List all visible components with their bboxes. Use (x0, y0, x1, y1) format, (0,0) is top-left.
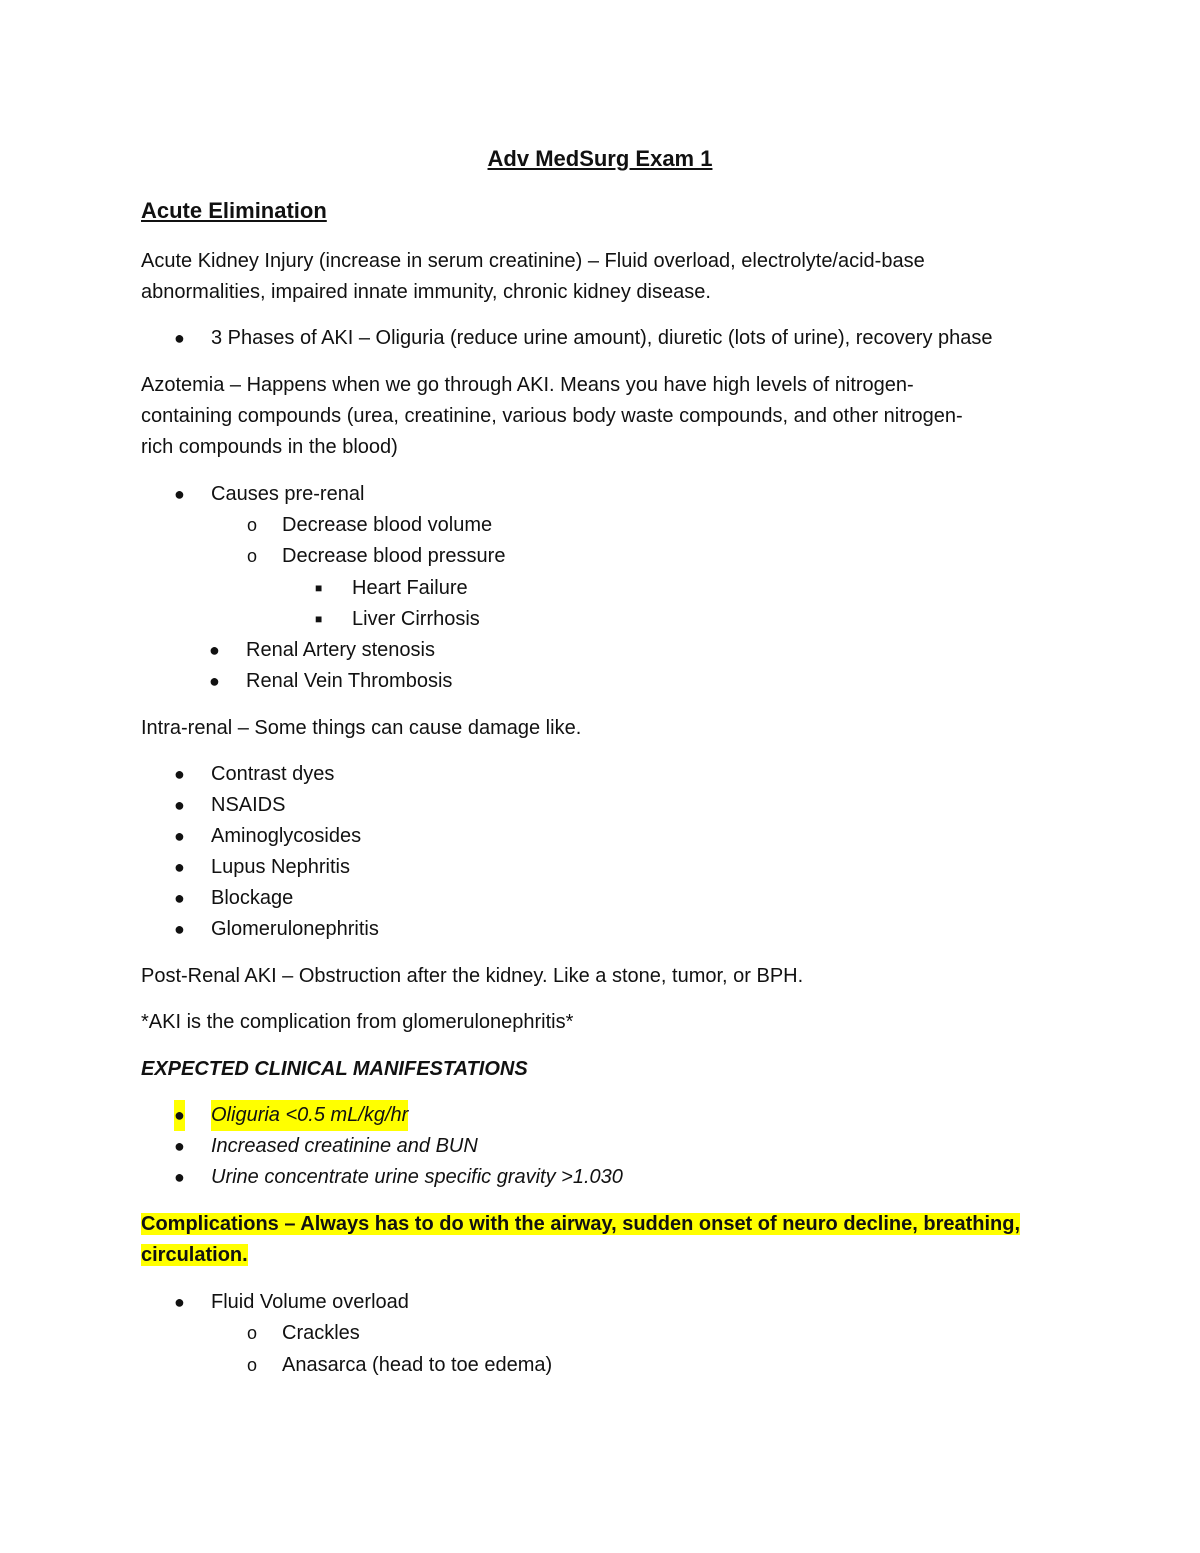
complications-label: Fluid Volume overload (211, 1291, 409, 1313)
bullet-icon: ● (174, 484, 185, 504)
list-item: Oliguria <0.5 mL/kg/hr (211, 1100, 408, 1131)
bullet-icon: ● (174, 1167, 185, 1187)
list-item: Renal Vein Thrombosis (246, 670, 453, 692)
bullet-icon: ● (174, 919, 185, 939)
list-item: Aminoglycosides (211, 825, 362, 847)
bullet-icon: ● (174, 888, 185, 908)
circle-bullet-icon: o (247, 1355, 258, 1375)
square-bullet-icon: ■ (315, 612, 323, 626)
prerenal-label: Causes pre-renal (211, 483, 365, 505)
aki-intro-line-1: Acute Kidney Injury (increase in serum creatinine) – Fluid overload, electrolyte/acid-base (141, 250, 925, 272)
square-bullet-icon: ■ (315, 581, 323, 595)
intrarenal-intro: Intra-renal – Some things can cause damage like. (141, 717, 582, 739)
azotemia-line-2: containing compounds (urea, creatinine, various body waste compounds, and other nitrogen- (141, 405, 963, 427)
postrenal-text: Post-Renal AKI – Obstruction after the kidney. Like a stone, tumor, or BPH. (141, 965, 804, 987)
list-item: Decrease blood pressure (282, 545, 506, 567)
complications-heading-line-2 (141, 1240, 248, 1271)
bullet-icon: ● (209, 671, 220, 691)
aki-intro-line-2: abnormalities, impaired innate immunity, chronic kidney disease. (141, 281, 711, 303)
document-title: Adv MedSurg Exam 1 (487, 146, 713, 171)
list-item: Blockage (211, 887, 294, 909)
list-item: Lupus Nephritis (211, 856, 350, 878)
phases-bullet: 3 Phases of AKI – Oliguria (reduce urine amount), diuretic (lots of urine), recovery phase (211, 327, 993, 349)
list-item: Anasarca (head to toe edema) (282, 1354, 553, 1376)
azotemia-line-1: Azotemia – Happens when we go through AKI. Means you have high levels of nitrogen- (141, 374, 914, 396)
list-item: Increased creatinine and BUN (211, 1135, 478, 1157)
complications-heading-text: circulation. (141, 1244, 248, 1266)
bullet-icon: ● (174, 764, 185, 784)
list-item: NSAIDS (211, 794, 286, 816)
list-item: Decrease blood volume (282, 514, 493, 536)
list-item: Liver Cirrhosis (352, 608, 480, 630)
section-heading: Acute Elimination (141, 198, 327, 223)
list-item: Heart Failure (352, 577, 468, 599)
bullet-icon: ● (209, 640, 220, 660)
list-item: Urine concentrate urine specific gravity >1.030 (211, 1166, 623, 1188)
list-item: Glomerulonephritis (211, 918, 379, 940)
bullet-icon: ● (174, 857, 185, 877)
complications-heading-line-1 (141, 1209, 1020, 1240)
list-item: Crackles (282, 1322, 360, 1344)
bullet-icon: ● (174, 1100, 185, 1131)
bullet-icon: ● (174, 328, 185, 348)
circle-bullet-icon: o (247, 1323, 258, 1343)
azotemia-line-3: rich compounds in the blood) (141, 436, 398, 458)
bullet-icon: ● (174, 1136, 185, 1156)
aki-note: *AKI is the complication from glomerulonephritis* (141, 1011, 574, 1033)
circle-bullet-icon: o (247, 515, 258, 535)
complications-heading-text: Complications – Always has to do with the airway, sudden onset of neuro decline, breathing, (141, 1213, 1021, 1235)
bullet-icon: ● (174, 1292, 185, 1312)
bullet-icon: ● (174, 826, 185, 846)
bullet-icon: ● (174, 795, 185, 815)
circle-bullet-icon: o (247, 546, 258, 566)
list-item: Contrast dyes (211, 763, 335, 785)
list-item: Renal Artery stenosis (246, 639, 435, 661)
manifestations-heading: EXPECTED CLINICAL MANIFESTATIONS (141, 1058, 528, 1080)
